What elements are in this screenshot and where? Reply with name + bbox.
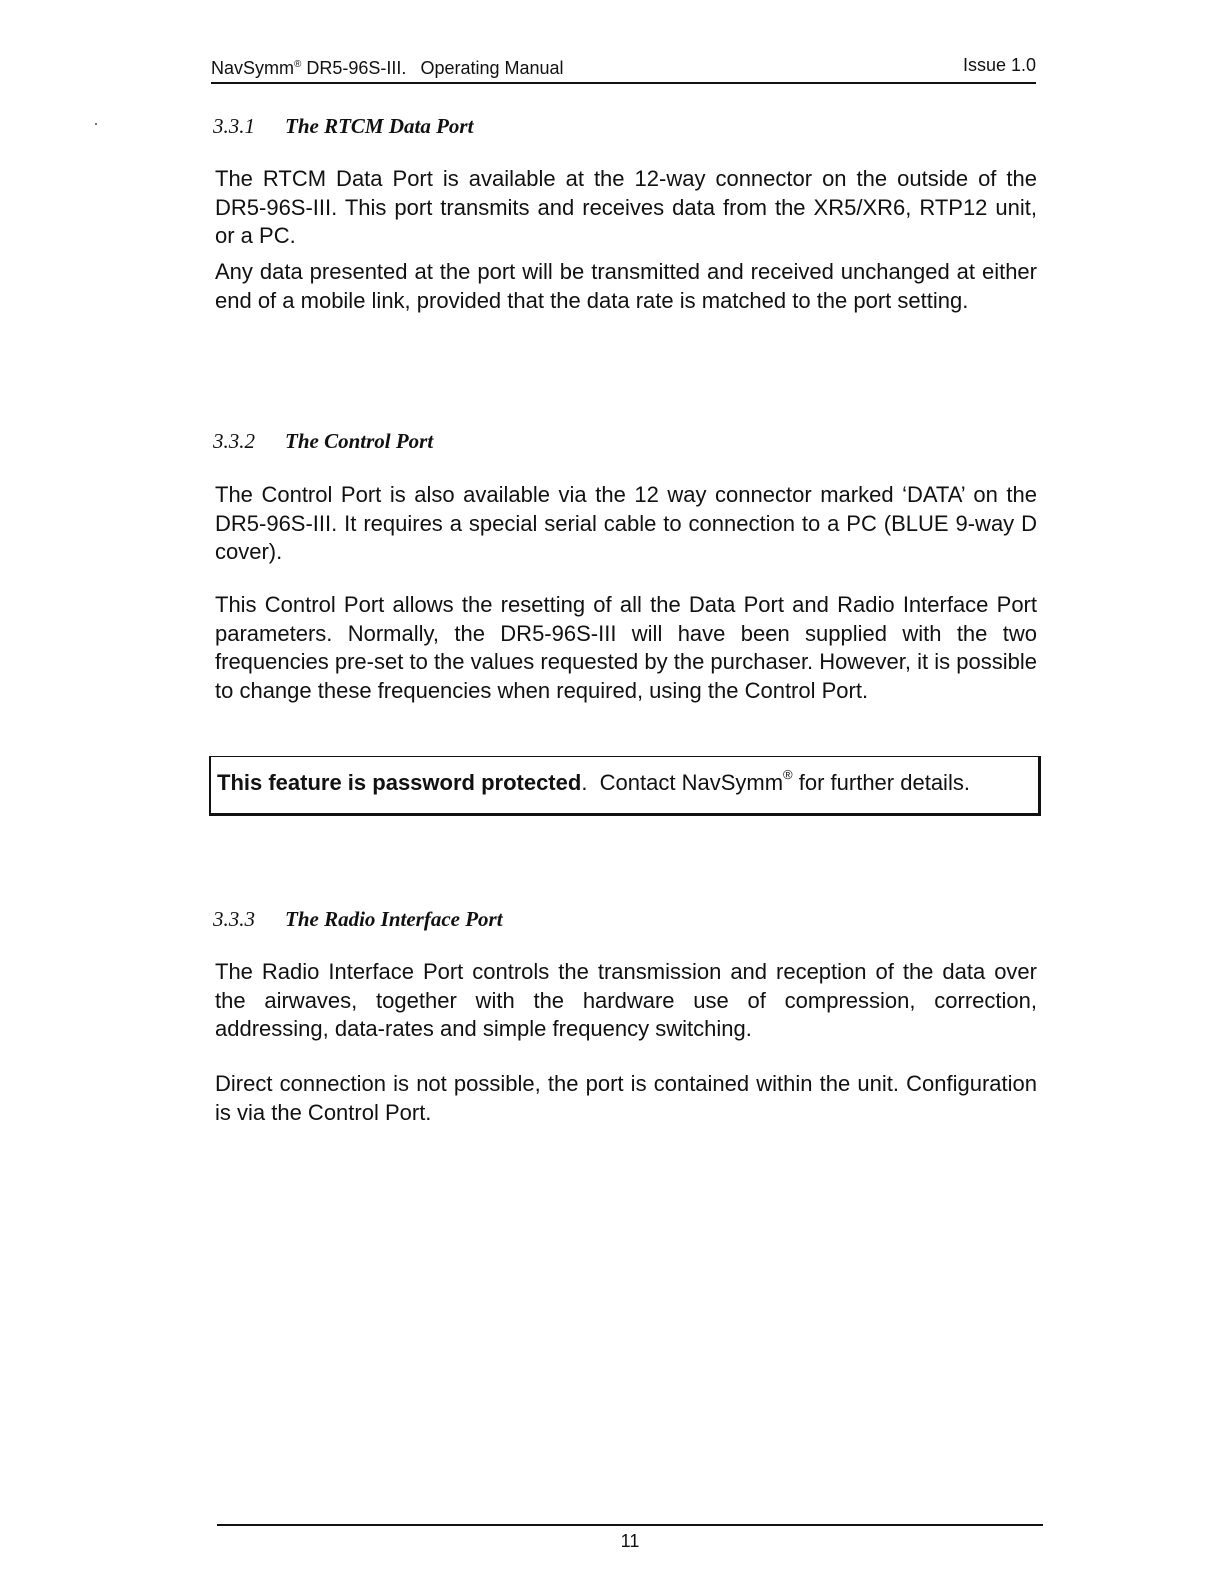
section-number: 3.3.1 [213,114,255,138]
section-heading-control-port [213,429,433,454]
section-title: The Radio Interface Port [285,907,503,931]
section-heading-rtcm-data-port [213,114,473,139]
password-notice-registered-mark: ® [783,767,793,782]
section-number: 3.3.3 [213,907,255,931]
scan-speck [95,123,97,125]
header-model: DR5-96S-III. [306,58,407,78]
password-notice-text [217,767,970,796]
section-heading-radio-interface-port [213,907,503,932]
password-notice-bold: This feature is password protected [217,770,582,795]
page-number: 11 [620,1531,640,1551]
paragraph-radio-interface-function: The Radio Interface Port controls the transmission and reception of the data over the airwaves, together with the hardware use of compression, correction, addressing, data-rates and simple frequency switching. [215,959,1037,1041]
page-header [211,52,1036,84]
paragraph-radio-interface-configuration: Direct connection is not possible, the port is contained within the unit. Configuration is via the Control Port. [215,1071,1037,1125]
paragraph-control-port-parameters: This Control Port allows the resetting of all the Data Port and Radio Interface Port parameters. Normally, the DR5-96S-III will have been supplied with the two frequencies pre-set to the values requested by the purchaser. However, it is possible to change these frequencies when required, using the Control Port. [215,592,1037,703]
password-notice-further: for further details. [792,770,970,795]
header-registered-mark: ® [294,59,302,70]
paragraph-rtcm-availability: The RTCM Data Port is available at the 12-way connector on the outside of the DR5-96S-III. This port transmits and receives data from the XR5/XR6, RTP12 unit, or a PC. [215,166,1037,248]
header-brand: NavSymm [211,58,295,78]
password-notice-contact: Contact NavSymm [587,770,784,795]
header-issue: Issue 1.0 [962,55,1036,75]
section-number: 3.3.2 [213,429,255,453]
section-title: The RTCM Data Port [285,114,474,138]
password-notice-box [209,756,1041,816]
section-title: The Control Port [285,429,434,453]
header-document-title [211,58,564,79]
footer-rule [217,1524,1043,1526]
password-notice-period: . [581,770,588,795]
paragraph-rtcm-data-passthrough: Any data presented at the port will be transmitted and received unchanged at either end of a mobile link, provided that the data rate is matched to the port setting. [215,259,1037,313]
paragraph-control-port-connector: The Control Port is also available via the 12 way connector marked ‘DATA’ on the DR5-96S-III. It requires a special serial cable to connection to a PC (BLUE 9-way D cover). [215,482,1037,564]
header-doc-title: Operating Manual [420,58,564,78]
